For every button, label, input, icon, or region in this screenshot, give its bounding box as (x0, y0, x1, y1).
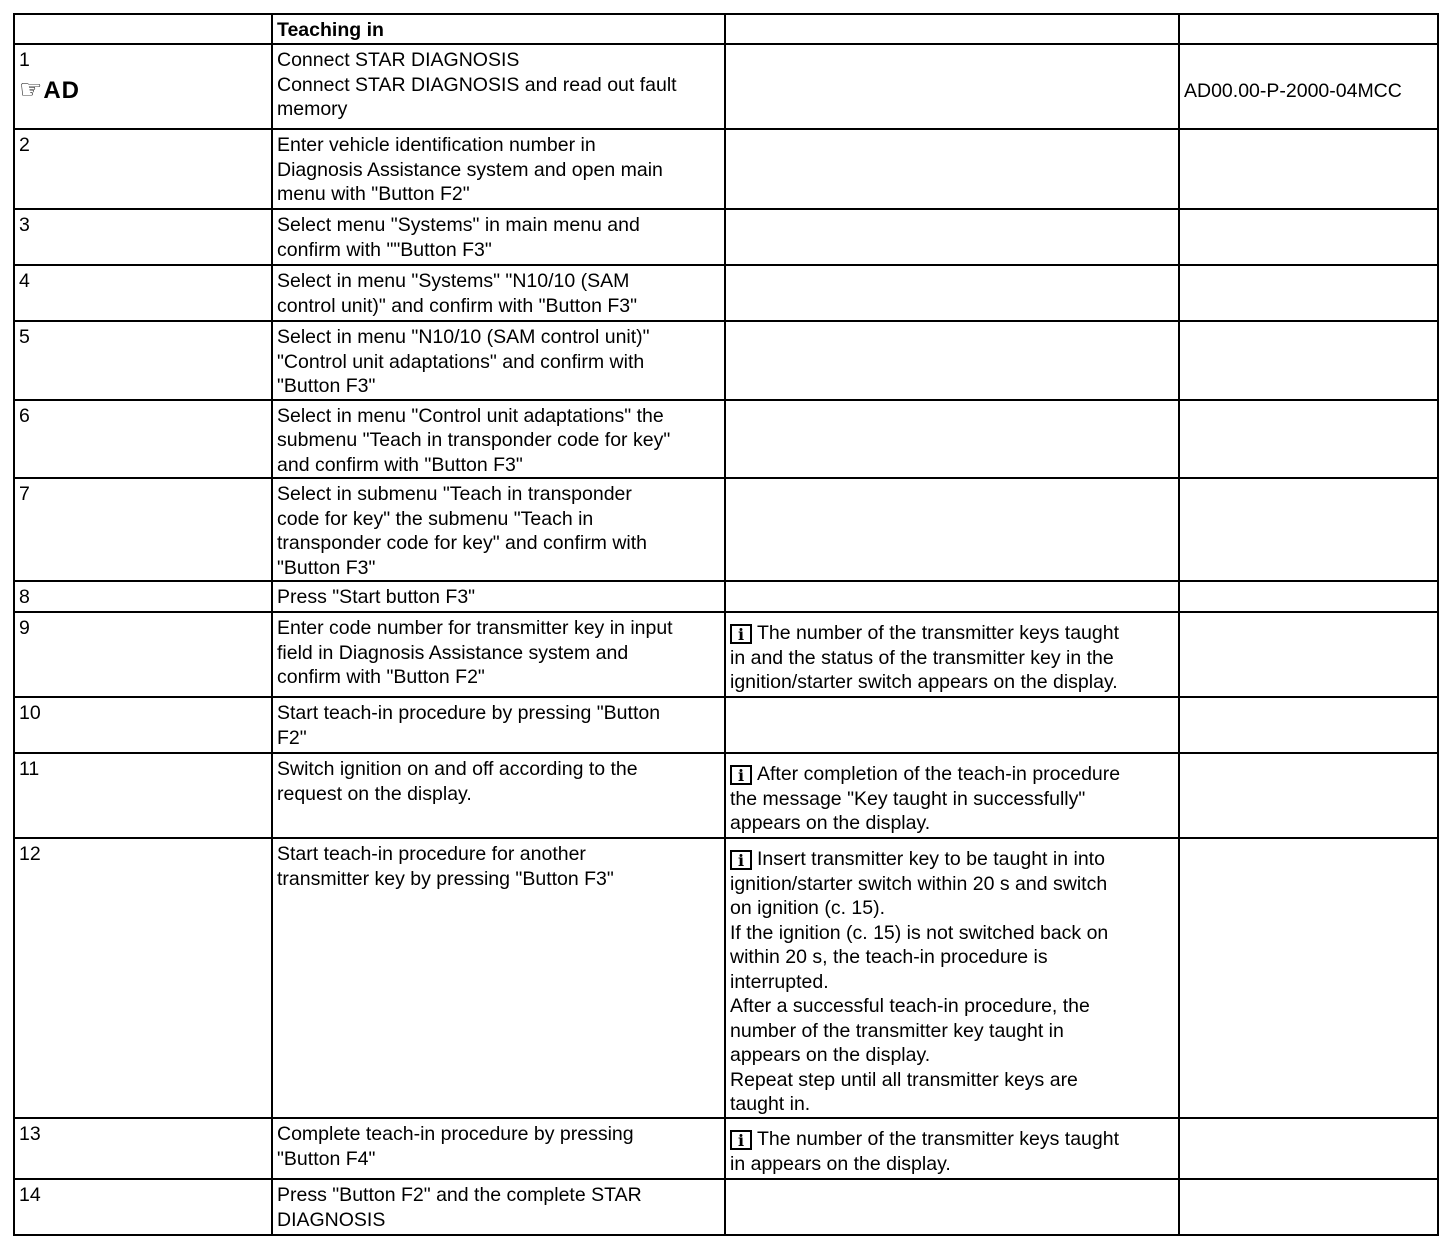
note-cell (725, 478, 1179, 581)
step-description: Complete teach-in procedure by pressing "Button F4" (277, 1123, 634, 1170)
description-cell (272, 697, 725, 753)
procedure-table-body (14, 14, 1438, 1235)
description-cell (272, 44, 725, 129)
table-row (14, 838, 1438, 1118)
step-description: Switch ignition on and off according to the request on the display. (277, 758, 638, 805)
step-description: Select menu "Systems" in main menu and confirm with ""Button F3" (277, 214, 640, 261)
step-description: Select in menu "Control unit adaptations" the submenu "Teach in transponder code for key" and confirm with "Button F3" (277, 404, 671, 476)
step-cell (14, 265, 272, 321)
table-row (14, 581, 1438, 612)
reference-cell (1179, 1179, 1438, 1235)
step-description: Connect STAR DIAGNOSIS and read out fault memory (277, 73, 677, 120)
note-cell (725, 44, 1179, 129)
step-number: 4 (19, 270, 30, 292)
step-number: 10 (19, 702, 41, 724)
step-number: 14 (19, 1184, 41, 1206)
step-cell (14, 697, 272, 753)
header-step-cell (14, 14, 272, 44)
note-cell (725, 838, 1179, 1118)
header-title-cell: Teaching in (272, 14, 725, 44)
step-cell (14, 129, 272, 209)
step-number: 7 (19, 483, 30, 505)
note-cell (725, 753, 1179, 838)
description-cell (272, 612, 725, 697)
table-row (14, 612, 1438, 697)
step-cell (14, 581, 272, 612)
reference-cell (1179, 44, 1438, 129)
note-cell (725, 265, 1179, 321)
description-cell (272, 321, 725, 400)
step-cell (14, 478, 272, 581)
note-text: After completion of the teach-in procedure the message "Key taught in successfully" appears on the display. (730, 763, 1121, 834)
step-number: 12 (19, 843, 41, 865)
note-cell (725, 612, 1179, 697)
note-text: The number of the transmitter keys taught in appears on the display. (730, 1128, 1120, 1175)
step-cell (14, 44, 272, 129)
reference-cell (1179, 209, 1438, 265)
description-cell (272, 400, 725, 479)
info-icon: i (730, 624, 752, 644)
header-note-cell (725, 14, 1179, 44)
description-cell (272, 265, 725, 321)
table-row (14, 697, 1438, 753)
description-cell (272, 209, 725, 265)
table-row (14, 1179, 1438, 1235)
description-cell (272, 478, 725, 581)
note-text: Insert transmitter key to be taught in into ignition/starter switch within 20 s and switch on ignition (c. 15). If the ignition (c. 15) is not switched back on within 20 s, the teach-in procedure is interrupted. After a successful teach-in procedure, the number of the transmitter key taught in appears on the display. Repeat step until all transmitter keys are taught in. (730, 848, 1109, 1115)
step-number: 5 (19, 326, 30, 348)
header-row (14, 14, 1438, 44)
reference-cell (1179, 321, 1438, 400)
note-cell (725, 209, 1179, 265)
step-cell (14, 321, 272, 400)
description-cell (272, 838, 725, 1118)
step-description: Press "Start button F3" (277, 586, 476, 608)
step-cell (14, 1179, 272, 1235)
step-number: 6 (19, 404, 30, 427)
note-cell (725, 697, 1179, 753)
info-icon: i (730, 850, 752, 870)
step-number: 1 (19, 49, 30, 71)
table-row (14, 44, 1438, 129)
step-description: Press "Button F2" and the complete STAR DIAGNOSIS (277, 1184, 642, 1231)
step-description: Start teach-in procedure by pressing "Button F2" (277, 702, 661, 749)
note-cell (725, 321, 1179, 400)
step-number: 8 (19, 586, 30, 608)
table-row (14, 478, 1438, 581)
step-number: 3 (19, 214, 30, 236)
table-row (14, 265, 1438, 321)
reference-cell (1179, 612, 1438, 697)
reference-code: AD00.00-P-2000-04MCC (1184, 80, 1402, 102)
step-cell (14, 753, 272, 838)
step-description: Select in menu "N10/10 (SAM control unit)" "Control unit adaptations" and confirm with "Button F3" (277, 326, 650, 397)
description-cell (272, 1118, 725, 1179)
description-cell (272, 581, 725, 612)
note-cell (725, 1179, 1179, 1235)
table-row (14, 753, 1438, 838)
note-cell (725, 1118, 1179, 1179)
reference-cell (1179, 265, 1438, 321)
step-number: 11 (19, 758, 40, 780)
step-title: Connect STAR DIAGNOSIS (277, 49, 520, 71)
step-cell (14, 400, 272, 479)
reference-cell (1179, 697, 1438, 753)
description-cell (272, 753, 725, 838)
reference-cell (1179, 129, 1438, 209)
note-cell (725, 581, 1179, 612)
ad-badge (19, 73, 267, 104)
reference-cell (1179, 581, 1438, 612)
reference-cell (1179, 478, 1438, 581)
pointing-hand-icon: ☞ (19, 73, 44, 104)
note-cell (725, 129, 1179, 209)
table-row (14, 400, 1438, 479)
header-ref-cell (1179, 14, 1438, 44)
step-number: 13 (19, 1123, 41, 1145)
ad-badge-label: AD (43, 76, 80, 104)
note-cell (725, 400, 1179, 479)
step-description: Start teach-in procedure for another transmitter key by pressing "Button F3" (277, 843, 614, 890)
step-description: Enter vehicle identification number in Diagnosis Assistance system and open main menu with "Button F2" (277, 134, 663, 205)
step-number: 9 (19, 617, 30, 639)
reference-cell (1179, 838, 1438, 1118)
info-icon: i (730, 765, 752, 785)
info-icon: i (730, 1130, 752, 1150)
table-row (14, 209, 1438, 265)
table-row (14, 321, 1438, 400)
table-row (14, 129, 1438, 209)
step-number: 2 (19, 134, 30, 156)
note-text: The number of the transmitter keys taught in and the status of the transmitter key in the ignition/starter switch appears on the display. (730, 622, 1120, 693)
step-cell (14, 612, 272, 697)
step-description: Select in menu "Systems" "N10/10 (SAM control unit)" and confirm with "Button F3" (277, 270, 638, 317)
reference-cell (1179, 1118, 1438, 1179)
reference-cell (1179, 753, 1438, 838)
step-cell (14, 1118, 272, 1179)
description-cell (272, 129, 725, 209)
step-cell (14, 209, 272, 265)
table-row (14, 1118, 1438, 1179)
description-cell (272, 1179, 725, 1235)
step-cell (14, 838, 272, 1118)
procedure-table (13, 13, 1439, 1236)
reference-cell (1179, 400, 1438, 479)
step-description: Select in submenu "Teach in transponder code for key" the submenu "Teach in transponder code for key" and confirm with "Button F3" (277, 483, 648, 579)
step-description: Enter code number for transmitter key in input field in Diagnosis Assistance system and confirm with "Button F2" (277, 617, 673, 688)
